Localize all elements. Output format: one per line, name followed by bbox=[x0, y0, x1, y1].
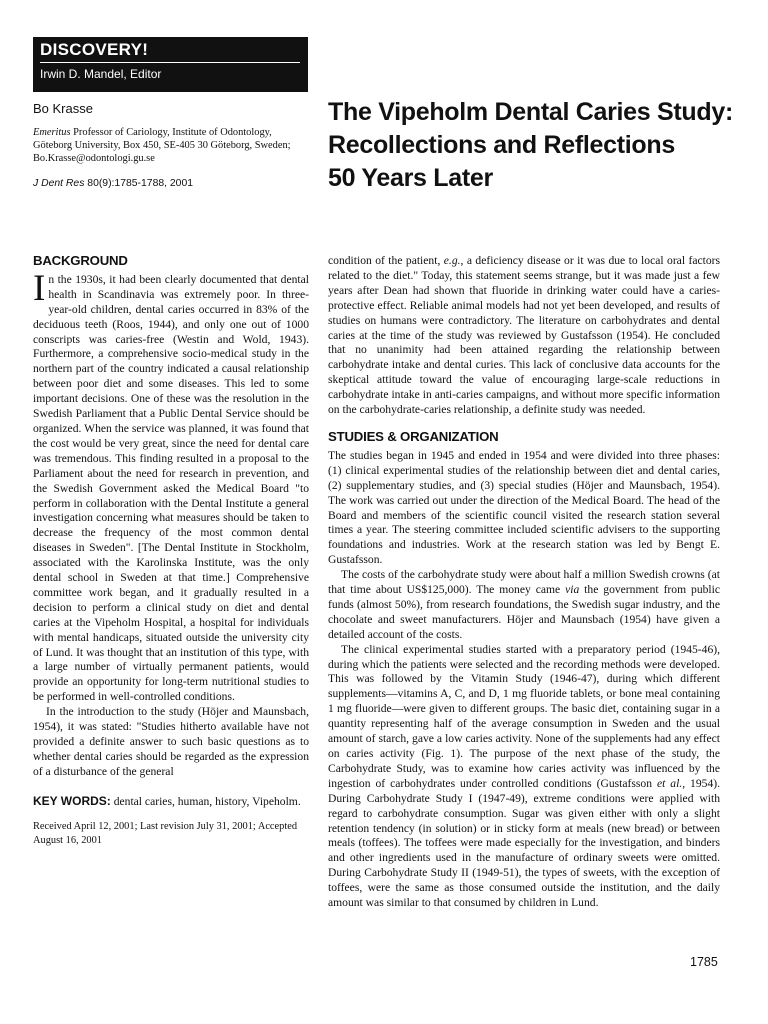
background-paragraph-2: In the introduction to the study (Höjer and Maunsbach, 1954), it was stated: "Studies hitherto available have not provided a definite answer to such basic questions as to whether dental caries should be regarded as the expression of a disturbance of the general bbox=[33, 705, 309, 778]
journal-name: J Dent Res bbox=[33, 178, 85, 189]
studies-paragraph-2 bbox=[328, 568, 720, 643]
drop-cap: I bbox=[33, 267, 46, 309]
background-heading: BACKGROUND bbox=[33, 253, 128, 268]
article-title bbox=[328, 96, 748, 195]
studies-p3-text-b: , 1954). During Carbohydrate Study I (1947-49), extreme conditions were applied with regard to carbohydrate consumption. Sugar was given either with only a slight retention tendency (in solution) or in sticky form at meals (new bread) or between meals (toffees). The toffees were made especially for the investigation, and binders and other ingredients used in the manufacture of ordinary sweets were omitted. During Carbohydrate Study II (1949-51), the types of sweets, with the exception of toffees, were the same as those consumed outside the institution, and the daily amount was similar to that consumed by children in Lund. bbox=[328, 776, 721, 910]
author-name: Bo Krasse bbox=[33, 101, 93, 116]
studies-p3-etal: et al. bbox=[656, 776, 683, 790]
background-paragraph-1-text: n the 1930s, it had been clearly documented that dental health in Scandinavia was extremely poor. In three-year-old children, dental caries occurred in 83% of the deciduous teeth (Roos, 1944), and only one out of 1000 conscripts was caries-free (Westin and Wold, 1943). Furthermore, a comprehensive socio-medical study in the northern part of the country indicated a causal relationship between poor diet and some diseases. This led to some important decisions. One of these was the resolution in the Swedish Parliament that a Public Dental Service should be organized. When the service was planned, it was found that the cost would be very great, since the need for dental care was tremendous. This finding resulted in a proposal to the Parliament about the need for research in prevention, and the Swedish Government asked the Medical Board "to perform in collaboration with the Dental Institute a general investigation concerning what measures should be taken to decrease the frequency of the most common dental diseases in Sweden". [The Dental Institute in Stockholm, associated with the Karolinska Institute, was the only dental school in Sweden at that time.] Comprehensive committee work began, and it gradually resulted in a decision to perform a clinical study on diet and dental caries at the Vipeholm Hospital, a hospital for individuals with mental handicaps, situated outside the university city of Lund. It was thought that an institution of this type, with a large number of virtually permanent patients, would provide an opportunity for long-term nutritional studies to be performed in well-controlled conditions. bbox=[33, 272, 309, 704]
affiliation-emeritus: Emeritus bbox=[33, 127, 71, 138]
banner-rule bbox=[40, 62, 300, 63]
studies-paragraph-3 bbox=[328, 643, 720, 911]
title-line-2: Recollections and Reflections bbox=[328, 131, 675, 159]
studies-p2-via: via bbox=[565, 583, 580, 597]
affiliation-text: Professor of Cariology, Institute of Odontology, Göteborg University, Box 450, SE-405 30 Göteborg, Sweden; Bo.Krasse@odontologi.gu.se bbox=[33, 127, 291, 164]
background-paragraph-1 bbox=[33, 267, 309, 705]
right-column bbox=[328, 254, 720, 911]
banner-title: DISCOVERY! bbox=[40, 40, 149, 59]
studies-paragraph-1: The studies began in 1945 and ended in 1954 and were divided into three phases: (1) clinical experimental studies of the relationship between diet and dental caries, (2) supplementary studies, and (3) special studies (Höjer and Maunsbach, 1954). The work was carried out under the direction of the Medical Board. The head of the Board and members of the scientific council visited the research station several times a year. The steering committee included scientific advisers to the supporting foundations and industries. Work at the research station was led by Bengt E. Gustafsson. bbox=[328, 448, 720, 567]
keywords-text: dental caries, human, history, Vipeholm. bbox=[113, 794, 301, 808]
studies-heading: STUDIES & ORGANIZATION bbox=[328, 428, 499, 444]
continued-text-a: condition of the patient, bbox=[328, 254, 444, 267]
continued-text-b: , a deficiency disease or it was due to local oral factors related to the diet." Today, this statement seems strange, but it was made just a few years after Dean had shown that fluoride in drinking water could have a caries-protective effect. Reliable animal models had not yet been developed, and results of studies on humans were contradictory. The literature on carbohydrates and dental caries at the time of the study was reviewed by Gustafsson (1954). He concluded that no unanimity had been attained regarding the relationship between carbohydrate intake and dental curies. This lack of conclusive data accounts for the skeptical attitude toward the value of encouraging large-scale reductions in carbohydrate intake in anti-caries campaigns, and without more specific information on the carbohydrate-caries relationship, a definite study was needed. bbox=[328, 254, 721, 417]
left-column bbox=[33, 254, 309, 848]
keywords-label: KEY WORDS: bbox=[33, 793, 111, 808]
studies-p2-text-a: The costs of the carbohydrate study were about half a million Swedish crowns (at that time about US$125,000). The money came bbox=[328, 568, 720, 597]
studies-p3-text-a: The clinical experimental studies started with a preparatory period (1945-46), during which the patients were selected and the recording methods were developed. This was followed by the Vitamin Study (1946-47), during which different supplements—vitamins A, C, and D, 1 mg fluoride tablets, or bone meal containing 1 mg fluoride—were given to different groups. The basic diet, containing sugar in a quantity representing half of the average consumption in Sweden and the usual amount of starch, gave a low caries activity. None of the supplements had any effect on caries activity (Fig. 1). The purpose of the next phase of the study, the Carbohydrate Study, was to examine how caries activity was influenced by the ingestion of carbohydrates under controlled conditions (Gustafsson bbox=[328, 642, 720, 790]
page-number: 1785 bbox=[690, 955, 718, 969]
citation bbox=[33, 178, 193, 189]
citation-details: 80(9):1785-1788, 2001 bbox=[84, 178, 194, 189]
title-line-3: 50 Years Later bbox=[328, 164, 493, 192]
continued-text-eg: e.g. bbox=[443, 254, 461, 267]
keywords bbox=[33, 794, 309, 810]
background-paragraph-2-continued bbox=[328, 254, 720, 418]
received-dates: Received April 12, 2001; Last revision July 31, 2001; Accepted August 16, 2001 bbox=[33, 820, 298, 846]
department-banner bbox=[33, 37, 308, 92]
studies-p2-text-b: the government from public funds (almost 50%), from research foundations, the Swedish sugar industry, and the chocolate and sweet manufacturers. Höjer and Maunsbach (1954) have given a detailed account of the costs. bbox=[328, 583, 721, 641]
author-affiliation bbox=[33, 126, 303, 165]
banner-editor: Irwin D. Mandel, Editor bbox=[40, 67, 162, 81]
title-line-1: The Vipeholm Dental Caries Study: bbox=[328, 98, 734, 126]
